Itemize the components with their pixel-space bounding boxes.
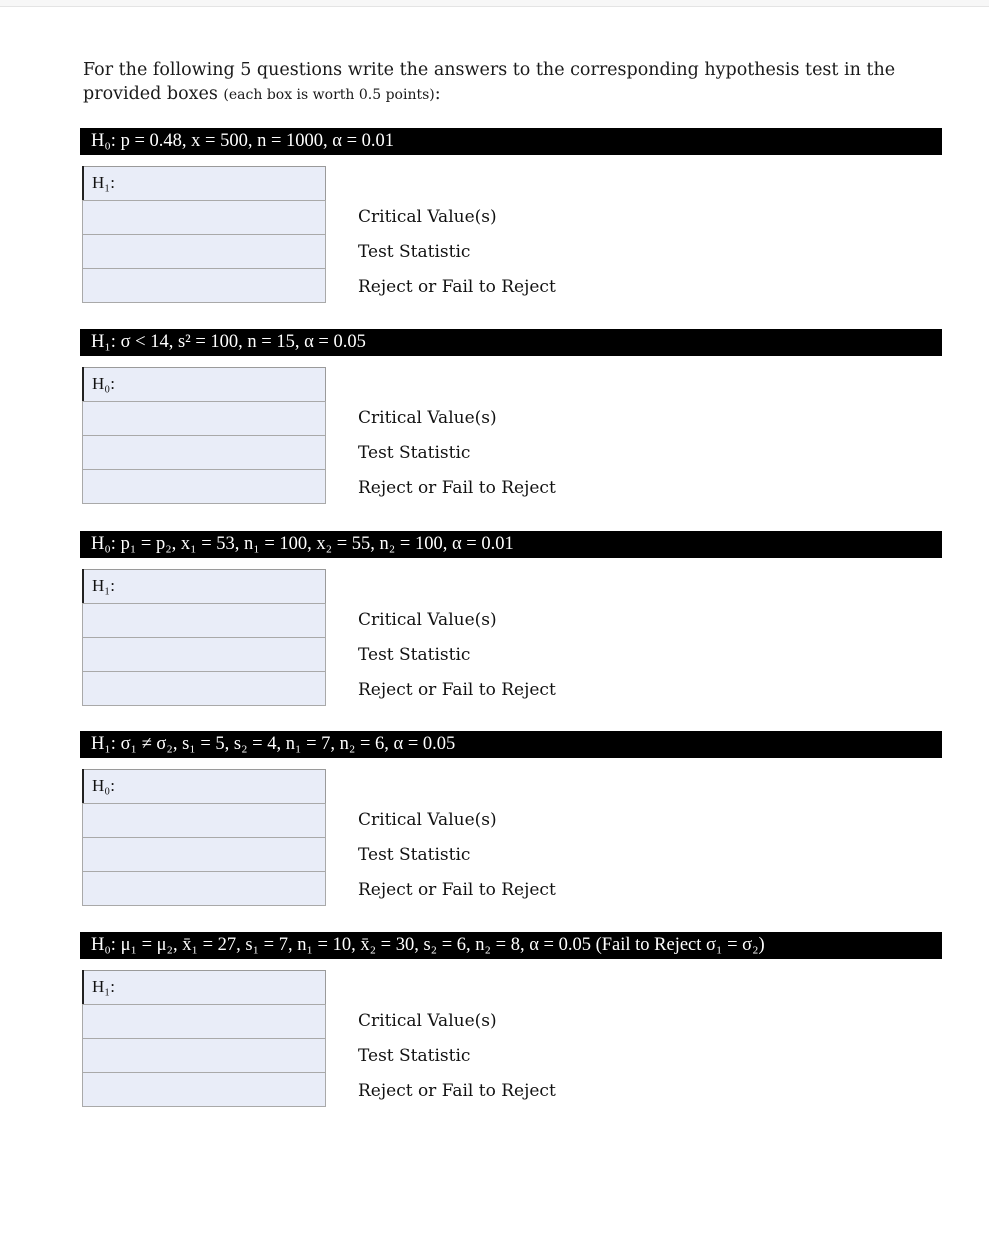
question-prompt: H₀: p = 0.48, x = 500, n = 1000, α = 0.01 [80, 128, 942, 155]
test-statistic-label: Test Statistic [358, 1046, 471, 1066]
decision-field[interactable] [82, 268, 326, 303]
hypothesis-answer-field[interactable] [82, 166, 326, 201]
critical-value-field[interactable] [82, 200, 326, 235]
test-statistic-field[interactable] [82, 1038, 326, 1073]
answer-boxes [82, 166, 326, 303]
critical-value-field[interactable] [82, 603, 326, 638]
field-labels [358, 200, 556, 305]
question-prompt: H₁: σ < 14, s² = 100, n = 15, α = 0.05 [80, 329, 942, 356]
hypothesis-label: H₁: [92, 977, 115, 996]
answer-boxes [82, 769, 326, 906]
test-statistic-field[interactable] [82, 234, 326, 269]
hypothesis-label: H₁: [92, 576, 115, 595]
test-statistic-label: Test Statistic [358, 242, 471, 262]
field-labels [358, 1004, 556, 1109]
hypothesis-answer-field[interactable] [82, 367, 326, 402]
question-prompt: H₀: p₁ = p₂, x₁ = 53, n₁ = 100, x₂ = 55, n₂ = 100, α = 0.01 [80, 531, 942, 558]
decision-field[interactable] [82, 671, 326, 706]
decision-label: Reject or Fail to Reject [358, 880, 556, 900]
answer-boxes [82, 970, 326, 1107]
critical-value-field[interactable] [82, 803, 326, 838]
critical-value-field[interactable] [82, 401, 326, 436]
decision-field[interactable] [82, 469, 326, 504]
field-labels [358, 401, 556, 506]
test-statistic-field[interactable] [82, 435, 326, 470]
answer-boxes [82, 569, 326, 706]
decision-field[interactable] [82, 871, 326, 906]
critical-value-label: Critical Value(s) [358, 610, 497, 630]
test-statistic-field[interactable] [82, 637, 326, 672]
test-statistic-label: Test Statistic [358, 845, 471, 865]
page-top-edge [0, 0, 989, 7]
instructions-line-1: For the following 5 questions write the answers to the corresponding hypothesis test in the [83, 60, 896, 80]
decision-label: Reject or Fail to Reject [358, 277, 556, 297]
hypothesis-label: H₀: [92, 374, 115, 393]
decision-label: Reject or Fail to Reject [358, 478, 556, 498]
instructions-line-2-end: : [434, 84, 441, 104]
decision-label: Reject or Fail to Reject [358, 680, 556, 700]
answer-boxes [82, 367, 326, 504]
critical-value-label: Critical Value(s) [358, 408, 497, 428]
test-statistic-field[interactable] [82, 837, 326, 872]
question-prompt: H₁: σ₁ ≠ σ₂, s₁ = 5, s₂ = 4, n₁ = 7, n₂ = 6, α = 0.05 [80, 731, 942, 758]
critical-value-label: Critical Value(s) [358, 810, 497, 830]
critical-value-field[interactable] [82, 1004, 326, 1039]
decision-field[interactable] [82, 1072, 326, 1107]
instructions-points-note: (each box is worth 0.5 points) [223, 87, 435, 103]
hypothesis-answer-field[interactable] [82, 970, 326, 1005]
field-labels [358, 603, 556, 708]
hypothesis-label: H₀: [92, 776, 115, 795]
decision-label: Reject or Fail to Reject [358, 1081, 556, 1101]
instructions-line-2 [83, 82, 943, 107]
instructions-line-2-main: provided boxes [83, 84, 224, 104]
field-labels [358, 803, 556, 908]
question-prompt: H₀: μ₁ = μ₂, x̄₁ = 27, s₁ = 7, n₁ = 10, x̄₂ = 30, s₂ = 6, n₂ = 8, α = 0.05 (Fail to Reject σ₁ = σ₂) [80, 932, 942, 959]
instructions [83, 58, 943, 107]
test-statistic-label: Test Statistic [358, 645, 471, 665]
critical-value-label: Critical Value(s) [358, 1011, 497, 1031]
test-statistic-label: Test Statistic [358, 443, 471, 463]
hypothesis-label: H₁: [92, 173, 115, 192]
critical-value-label: Critical Value(s) [358, 207, 497, 227]
hypothesis-answer-field[interactable] [82, 569, 326, 604]
hypothesis-answer-field[interactable] [82, 769, 326, 804]
